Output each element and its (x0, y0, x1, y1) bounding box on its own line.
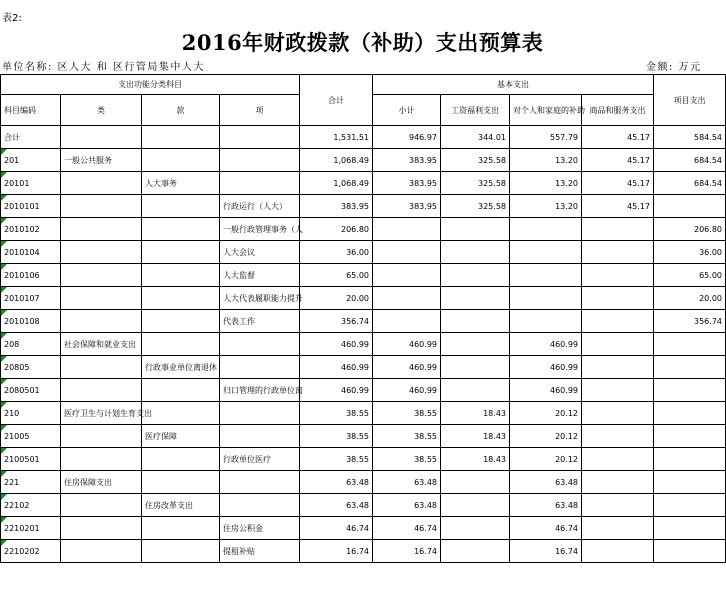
cell-total: 63.48 (300, 471, 373, 494)
cell-personal (510, 287, 582, 310)
cell-subtotal (373, 241, 441, 264)
cell-total: 383.95 (300, 195, 373, 218)
header-salary: 工资福利支出 (441, 95, 510, 126)
cell-goods: 45.17 (582, 149, 654, 172)
header-lei: 类 (61, 95, 142, 126)
cell-goods (582, 379, 654, 402)
cell-project (654, 379, 726, 402)
table-row (1, 218, 726, 241)
cell-total: 63.48 (300, 494, 373, 517)
cell-xiang (220, 471, 300, 494)
cell-lei (61, 264, 142, 287)
cell-lei (61, 448, 142, 471)
cell-personal: 13.20 (510, 195, 582, 218)
cell-code: 210 (1, 402, 61, 425)
cell-total: 460.99 (300, 379, 373, 402)
table-row (1, 333, 726, 356)
cell-lei (61, 425, 142, 448)
cell-kuan: 医疗保障 (142, 425, 220, 448)
cell-personal: 460.99 (510, 379, 582, 402)
header-personal: 对个人和家庭的补助 (510, 95, 582, 126)
table-row (1, 287, 726, 310)
cell-xiang: 一般行政管理事务（人 (220, 218, 300, 241)
cell-kuan (142, 126, 220, 149)
cell-personal: 460.99 (510, 333, 582, 356)
cell-salary (441, 241, 510, 264)
cell-salary: 344.01 (441, 126, 510, 149)
cell-personal: 557.79 (510, 126, 582, 149)
header-kuan: 款 (142, 95, 220, 126)
cell-salary (441, 494, 510, 517)
cell-goods (582, 287, 654, 310)
table-row (1, 195, 726, 218)
cell-code: 2210202 (1, 540, 61, 563)
unit-name: 单位名称: 区人大 和 区行管局集中人大 (2, 62, 205, 73)
cell-code: 2010108 (1, 310, 61, 333)
cell-subtotal: 460.99 (373, 356, 441, 379)
cell-lei (61, 494, 142, 517)
cell-kuan (142, 149, 220, 172)
cell-personal: 46.74 (510, 517, 582, 540)
cell-subtotal (373, 310, 441, 333)
header-code: 科目编码 (1, 95, 61, 126)
table-row (1, 471, 726, 494)
cell-subtotal: 16.74 (373, 540, 441, 563)
cell-goods: 45.17 (582, 126, 654, 149)
cell-kuan (142, 471, 220, 494)
cell-salary (441, 540, 510, 563)
cell-code: 2010107 (1, 287, 61, 310)
cell-code: 2010104 (1, 241, 61, 264)
cell-lei (61, 172, 142, 195)
cell-xiang: 提租补贴 (220, 540, 300, 563)
cell-project: 36.00 (654, 241, 726, 264)
cell-goods (582, 471, 654, 494)
cell-project (654, 540, 726, 563)
cell-lei (61, 126, 142, 149)
cell-xiang (220, 494, 300, 517)
cell-total: 46.74 (300, 517, 373, 540)
cell-lei: 住房保障支出 (61, 471, 142, 494)
table-row (1, 126, 726, 149)
cell-subtotal: 383.95 (373, 149, 441, 172)
cell-salary: 325.58 (441, 149, 510, 172)
cell-code: 20805 (1, 356, 61, 379)
cell-xiang (220, 126, 300, 149)
cell-subtotal: 38.55 (373, 448, 441, 471)
cell-code: 2210201 (1, 517, 61, 540)
table-row (1, 540, 726, 563)
cell-project (654, 425, 726, 448)
page-title: 2016年财政拨款（补助）支出预算表 (181, 30, 544, 55)
cell-personal: 460.99 (510, 356, 582, 379)
cell-total: 16.74 (300, 540, 373, 563)
cell-code: 22102 (1, 494, 61, 517)
cell-project: 65.00 (654, 264, 726, 287)
cell-goods (582, 494, 654, 517)
cell-code: 合计 (1, 126, 61, 149)
cell-code: 2010101 (1, 195, 61, 218)
cell-personal: 13.20 (510, 172, 582, 195)
cell-project (654, 517, 726, 540)
cell-salary: 325.58 (441, 172, 510, 195)
cell-salary (441, 218, 510, 241)
cell-personal: 20.12 (510, 448, 582, 471)
amount-unit: 金额: 万元 (646, 62, 702, 73)
cell-lei: 社会保障和就业支出 (61, 333, 142, 356)
cell-kuan (142, 287, 220, 310)
cell-salary (441, 310, 510, 333)
cell-personal (510, 241, 582, 264)
cell-total: 460.99 (300, 333, 373, 356)
cell-total: 38.55 (300, 448, 373, 471)
cell-lei (61, 218, 142, 241)
cell-total: 356.74 (300, 310, 373, 333)
cell-xiang: 住房公积金 (220, 517, 300, 540)
table-row (1, 448, 726, 471)
cell-goods: 45.17 (582, 172, 654, 195)
cell-code: 20101 (1, 172, 61, 195)
cell-kuan (142, 264, 220, 287)
cell-kuan: 行政事业单位离退休 (142, 356, 220, 379)
cell-salary: 18.43 (441, 448, 510, 471)
cell-goods (582, 517, 654, 540)
cell-goods (582, 241, 654, 264)
cell-lei (61, 379, 142, 402)
cell-xiang: 归口管理的行政单位离 (220, 379, 300, 402)
cell-xiang (220, 402, 300, 425)
cell-subtotal: 38.55 (373, 425, 441, 448)
table-row (1, 149, 726, 172)
table-row (1, 310, 726, 333)
cell-code: 221 (1, 471, 61, 494)
table-row (1, 517, 726, 540)
cell-personal: 13.20 (510, 149, 582, 172)
cell-project (654, 195, 726, 218)
cell-salary (441, 287, 510, 310)
cell-lei (61, 310, 142, 333)
cell-subtotal: 460.99 (373, 333, 441, 356)
cell-salary (441, 379, 510, 402)
cell-code: 2010106 (1, 264, 61, 287)
cell-code: 2010102 (1, 218, 61, 241)
cell-code: 201 (1, 149, 61, 172)
cell-project (654, 333, 726, 356)
cell-subtotal: 383.95 (373, 195, 441, 218)
cell-subtotal (373, 287, 441, 310)
budget-table (0, 74, 726, 563)
cell-code: 2100501 (1, 448, 61, 471)
cell-lei (61, 517, 142, 540)
cell-personal (510, 218, 582, 241)
cell-lei (61, 287, 142, 310)
cell-subtotal: 460.99 (373, 379, 441, 402)
cell-personal: 20.12 (510, 425, 582, 448)
cell-kuan (142, 333, 220, 356)
cell-personal (510, 310, 582, 333)
cell-kuan (142, 241, 220, 264)
cell-salary (441, 264, 510, 287)
cell-xiang: 行政单位医疗 (220, 448, 300, 471)
cell-goods (582, 218, 654, 241)
cell-project: 684.54 (654, 172, 726, 195)
table-number: 表2: (2, 13, 22, 24)
cell-xiang (220, 333, 300, 356)
header-subtotal: 小计 (373, 95, 441, 126)
cell-lei (61, 356, 142, 379)
cell-subtotal: 63.48 (373, 471, 441, 494)
cell-xiang (220, 149, 300, 172)
cell-kuan (142, 448, 220, 471)
cell-goods (582, 425, 654, 448)
cell-xiang: 人大监督 (220, 264, 300, 287)
cell-goods (582, 333, 654, 356)
cell-total: 1,068.49 (300, 149, 373, 172)
header-total: 合计 (300, 75, 373, 126)
cell-subtotal: 383.95 (373, 172, 441, 195)
cell-salary (441, 517, 510, 540)
cell-subtotal (373, 218, 441, 241)
table-row (1, 494, 726, 517)
cell-project: 684.54 (654, 149, 726, 172)
header-goods: 商品和服务支出 (582, 95, 654, 126)
cell-goods (582, 540, 654, 563)
cell-project (654, 402, 726, 425)
cell-kuan (142, 379, 220, 402)
cell-lei: 一般公共服务 (61, 149, 142, 172)
cell-lei (61, 241, 142, 264)
cell-lei (61, 195, 142, 218)
cell-total: 1,531.51 (300, 126, 373, 149)
table-row (1, 356, 726, 379)
cell-project (654, 448, 726, 471)
cell-goods (582, 264, 654, 287)
cell-code: 2080501 (1, 379, 61, 402)
cell-lei: 医疗卫生与计划生育支出 (61, 402, 142, 425)
cell-xiang: 行政运行（人大） (220, 195, 300, 218)
cell-kuan (142, 402, 220, 425)
cell-total: 65.00 (300, 264, 373, 287)
cell-kuan (142, 540, 220, 563)
cell-salary (441, 471, 510, 494)
cell-goods (582, 310, 654, 333)
cell-project: 356.74 (654, 310, 726, 333)
cell-project: 206.80 (654, 218, 726, 241)
header-xiang: 项 (220, 95, 300, 126)
cell-total: 36.00 (300, 241, 373, 264)
cell-xiang (220, 425, 300, 448)
cell-kuan (142, 195, 220, 218)
cell-kuan (142, 310, 220, 333)
cell-project (654, 356, 726, 379)
cell-subtotal: 946.97 (373, 126, 441, 149)
cell-salary: 18.43 (441, 425, 510, 448)
cell-kuan (142, 517, 220, 540)
cell-xiang: 代表工作 (220, 310, 300, 333)
cell-xiang: 人大会议 (220, 241, 300, 264)
cell-code: 21005 (1, 425, 61, 448)
cell-personal: 20.12 (510, 402, 582, 425)
cell-kuan: 住房改革支出 (142, 494, 220, 517)
cell-total: 460.99 (300, 356, 373, 379)
cell-personal: 16.74 (510, 540, 582, 563)
cell-subtotal: 38.55 (373, 402, 441, 425)
table-row (1, 172, 726, 195)
cell-subtotal: 46.74 (373, 517, 441, 540)
table-row (1, 425, 726, 448)
table-row (1, 402, 726, 425)
header-project: 项目支出 (654, 75, 726, 126)
cell-goods (582, 448, 654, 471)
cell-salary (441, 333, 510, 356)
cell-xiang (220, 356, 300, 379)
cell-personal: 63.48 (510, 494, 582, 517)
cell-goods: 45.17 (582, 195, 654, 218)
cell-goods (582, 402, 654, 425)
cell-total: 1,068.49 (300, 172, 373, 195)
cell-lei (61, 540, 142, 563)
table-row (1, 241, 726, 264)
cell-salary: 18.43 (441, 402, 510, 425)
cell-salary (441, 356, 510, 379)
cell-personal (510, 264, 582, 287)
header-classification: 支出功能分类科目 (1, 75, 300, 95)
table-row (1, 379, 726, 402)
cell-total: 20.00 (300, 287, 373, 310)
cell-kuan: 人大事务 (142, 172, 220, 195)
cell-subtotal: 63.48 (373, 494, 441, 517)
table-row (1, 264, 726, 287)
cell-total: 38.55 (300, 402, 373, 425)
cell-personal: 63.48 (510, 471, 582, 494)
cell-code: 208 (1, 333, 61, 356)
cell-kuan (142, 218, 220, 241)
cell-salary: 325.58 (441, 195, 510, 218)
cell-project (654, 494, 726, 517)
cell-subtotal (373, 264, 441, 287)
header-basic: 基本支出 (373, 75, 654, 95)
cell-xiang: 人大代表履职能力提升 (220, 287, 300, 310)
cell-project: 584.54 (654, 126, 726, 149)
cell-total: 38.55 (300, 425, 373, 448)
cell-xiang (220, 172, 300, 195)
cell-total: 206.80 (300, 218, 373, 241)
cell-project (654, 471, 726, 494)
cell-goods (582, 356, 654, 379)
cell-project: 20.00 (654, 287, 726, 310)
